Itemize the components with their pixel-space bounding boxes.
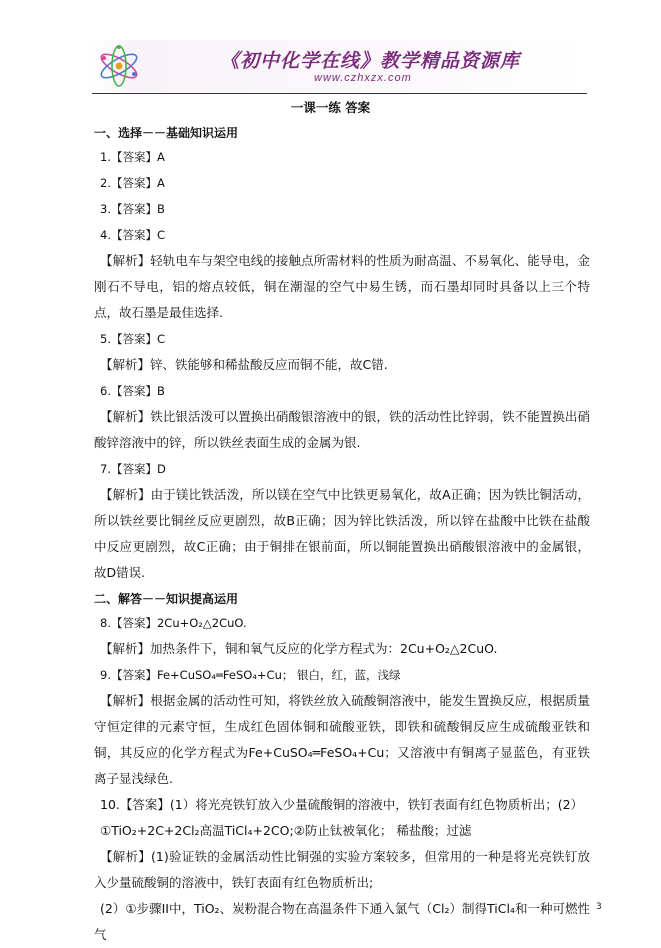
explanation-6: 【解析】铁比银活泼可以置换出硝酸银溶液中的银，铁的活动性比锌弱，铁不能置换出硝酸锌溶液中的锌，所以铁丝表面生成的金属为银.: [94, 409, 590, 450]
banner-title: 《初中化学在线》教学精品资源库: [220, 50, 521, 72]
explanation-5: 【解析】锌、铁能够和稀盐酸反应而铜不能，故C错.: [100, 357, 388, 372]
answer-4: 4.【答案】C: [100, 228, 166, 242]
answer-content: [94, 120, 590, 948]
explanation-9: 【解析】根据金属的活动性可知，将铁丝放入硫酸铜溶液中，能发生置换反应，根据质量守恒定律的元素守恒，生成红色固体铜和硫酸亚铁，即铁和硫酸铜反应生成硫酸亚铁和铜，其反应的化学方程式为Fe+CuSO₄═FeSO₄+Cu；又溶液中有铜离子显蓝色，有亚铁离子显浅绿色.: [94, 693, 590, 786]
answer-9: [94, 662, 590, 688]
answer-6: 6.【答案】B: [100, 384, 165, 398]
answer-10-line-2: ①TiO₂+2C+2Cl₂高温TiCl₄+2CO;②防止钛被氧化； 稀盐酸；过滤: [100, 823, 472, 838]
header-banner: [92, 40, 587, 92]
answer-3: 3.【答案】B: [100, 202, 165, 216]
explanation-8: 【解析】加热条件下，铜和氧气反应的化学方程式为：2Cu+O₂△2CuO.: [100, 641, 498, 656]
answer-1: 1.【答案】A: [100, 150, 165, 164]
answer-5: 5.【答案】C: [100, 332, 166, 346]
answer-7: 7.【答案】D: [100, 462, 166, 476]
section-heading-2: 二、解答－－知识提高运用: [94, 592, 239, 606]
atom-logo-icon: [94, 40, 144, 92]
answer-10-line-1: 10.【答案】(1）将光亮铁钉放入少量硫酸铜的溶液中，铁钉表面有红色物质析出；(2）: [100, 797, 584, 812]
section-heading-1: 一、选择－－基础知识运用: [94, 126, 239, 140]
page-number: 3: [596, 902, 602, 912]
answer-9-label: 9.【答案】: [100, 668, 157, 682]
page-title: 一课一练 答案: [290, 100, 371, 115]
explanation-10-line-1: 【解析】(1)验证铁的金属活动性比铜强的实验方案较多，但常用的一种是将光亮铁钉放入少量硫酸铜的溶液中，铁钉表面有红色物质析出;: [94, 849, 590, 890]
answer-9-text: Fe+CuSO₄═FeSO₄+Cu； 银白，红，蓝，浅绿: [156, 668, 401, 682]
answer-2: 2.【答案】A: [100, 176, 165, 190]
explanation-10-line-2: (2）①步骤II中，TiO₂、炭粉混合物在高温条件下通入氯气（Cl₂）制得TiCl₄和一种可燃性气: [94, 901, 590, 942]
banner-url: www.czhxzx.com: [314, 72, 412, 84]
explanation-4: 【解析】轻轨电车与架空电线的接触点所需材料的性质为耐高温、不易氧化、能导电，金刚石不导电，铝的熔点较低，铜在潮湿的空气中易生锈，而石墨却同时具备以上三个特点，故石墨是最佳选择.: [94, 253, 590, 320]
explanation-7: 【解析】由于镁比铁活泼，所以镁在空气中比铁更易氧化，故A正确；因为铁比铜活动，所以铁丝要比铜丝反应更剧烈，故B正确；因为锌比铁活泼，所以锌在盐酸中比铁在盐酸中反应更剧烈，故C正确；由于铜排在银前面，所以铜能置换出硝酸银溶液中的金属银，故D错误.: [94, 487, 590, 580]
answer-8-label: 8.【答案】: [100, 616, 157, 630]
answer-8-equation: 2Cu+O₂△2CuO.: [156, 616, 247, 630]
header-divider: [92, 93, 587, 94]
answer-8: [94, 610, 590, 636]
